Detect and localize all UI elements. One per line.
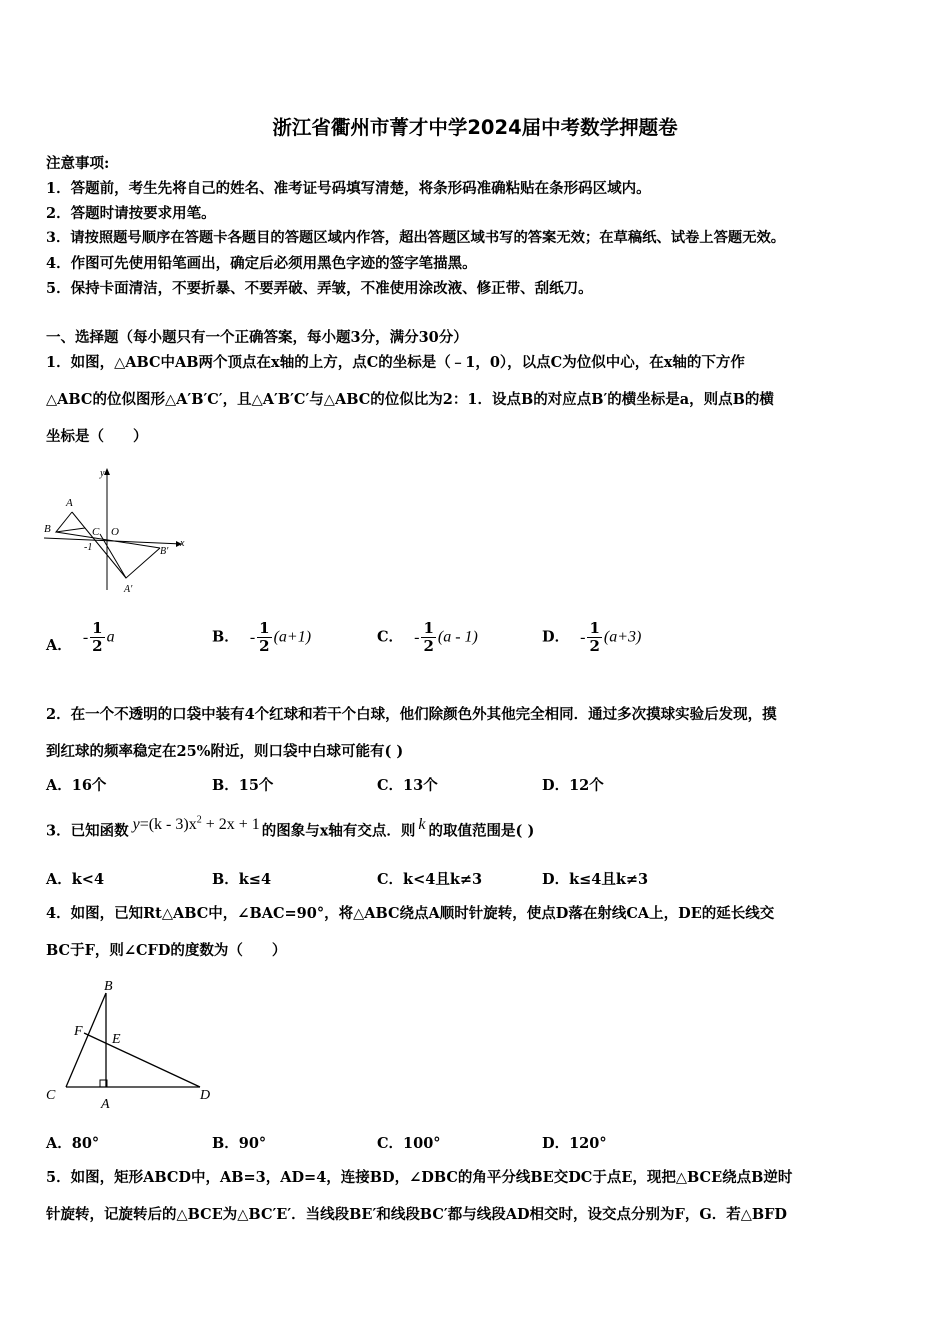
q2-option-a[interactable]: A．16个 [46, 777, 107, 794]
q4-option-c[interactable]: C．100° [377, 1135, 441, 1152]
fraction-sign: - [414, 628, 420, 646]
fraction: $\frac{1}{2}$ [259, 619, 270, 655]
fig4-label: C [46, 1088, 56, 1103]
q1-figure [44, 462, 190, 596]
fig1-label: C [92, 526, 100, 538]
fraction-sign: - [580, 628, 586, 646]
fraction-expr: (a - 1) [437, 628, 478, 646]
q1-line: 1．如图，△ABC中AB两个顶点在x轴的上方，点C的坐标是（﹣1，0），以点C为位似中心，在x轴的下方作 [46, 354, 745, 371]
fig4-label: E [112, 1032, 121, 1047]
notice-heading: 注意事项: [46, 155, 110, 172]
section-heading: 一、选择题（每小题只有一个正确答案，每小题3分，满分30分） [46, 329, 468, 346]
q1-option-d[interactable]: D． - $\frac{1}{2}$ (a+3) [542, 619, 642, 655]
notice-item: 5．保持卡面清洁，不要折暴、不要弄破、弄皱，不准使用涂改液、修正带、刮纸刀。 [46, 280, 593, 297]
fig1-label: x [180, 538, 185, 549]
q4-option-a[interactable]: A．80° [46, 1135, 100, 1152]
q2-option-b[interactable]: B．15个 [212, 777, 274, 794]
fig1-label: A′ [124, 584, 133, 595]
fraction: $\frac{1}{2}$ [589, 619, 600, 655]
q1-option-a[interactable]: A． - $\frac{1}{2}$ a [46, 619, 115, 655]
fig1-label: y [100, 468, 105, 479]
q2-option-c[interactable]: C．13个 [377, 777, 438, 794]
fig4-label: A [101, 1097, 110, 1112]
q3-option-d[interactable]: D．k≤4且k≠3 [542, 871, 649, 888]
notice-item: 1．答题前，考生先将自己的姓名、准考证号码填写清楚，将条形码准确粘贴在条形码区域内。 [46, 180, 651, 197]
fig4-label: B [104, 979, 113, 994]
q4-line: 4．如图，已知Rt△ABC中，∠BAC=90°，将△ABC绕点A顺时针旋转，使点D落在射线CA上，DE的延长线交 [46, 905, 775, 922]
q1-line: 坐标是（ ） [46, 428, 148, 445]
q5-line: 5．如图，矩形ABCD中，AB=3，AD=4，连接BD，∠DBC的角平分线BE交DC于点E，现把△BCE绕点B逆时 [46, 1169, 793, 1186]
fraction: $\frac{1}{2}$ [423, 619, 434, 655]
q2-option-d[interactable]: D．12个 [542, 777, 604, 794]
fig1-label: B [44, 523, 51, 535]
q2-line: 2．在一个不透明的口袋中装有4个红球和若干个白球，他们除颜色外其他完全相同．通过多次摸球实验后发现，摸 [46, 706, 777, 723]
q4-option-b[interactable]: B．90° [212, 1135, 267, 1152]
q1-option-c[interactable]: C． - $\frac{1}{2}$ (a - 1) [377, 619, 478, 655]
fraction-sign: - [249, 628, 256, 646]
q3-option-b[interactable]: B．k≤4 [212, 871, 272, 888]
fig1-label: A [66, 497, 73, 509]
fraction-expr: (a+1) [273, 628, 312, 646]
q1-option-b[interactable]: B． - $\frac{1}{2}$ (a+1) [212, 619, 312, 655]
q3-option-a[interactable]: A．k<4 [46, 871, 105, 888]
fig1-label: O [111, 526, 119, 538]
q2-line: 到红球的频率稳定在25%附近，则口袋中白球可能有( ) [46, 743, 404, 760]
fig1-label: B′ [160, 546, 169, 557]
q3-option-c[interactable]: C．k<4且k≠3 [377, 871, 483, 888]
q3-formula: $y=(k - 3)x^2 + 2x + 1$ [132, 815, 260, 834]
q4-option-d[interactable]: D．120° [542, 1135, 607, 1152]
notice-item: 2．答题时请按要求用笔。 [46, 205, 216, 222]
fig4-label: F [74, 1024, 83, 1039]
fraction-sign: - [82, 628, 89, 646]
q3-stem: 3．已知函数 $y=(k - 3)x^2 + 2x + 1$ 的图象与x轴有交点．则 k 的取值范围是( ) [46, 815, 535, 840]
q4-line: BC于F，则∠CFD的度数为（ ） [46, 942, 287, 959]
notice-item: 3．请按照题号顺序在答题卡各题目的答题区域内作答，超出答题区域书写的答案无效；在草稿纸、试卷上答题无效。 [46, 230, 786, 246]
fraction-expr: (a+3) [603, 628, 642, 646]
q1-line: △ABC的位似图形△A′B′C′，且△A′B′C′与△ABC的位似比为2：1．设点B的对应点B′的横坐标是a，则点B的横 [46, 391, 774, 408]
fig1-label: -1 [84, 542, 93, 553]
notice-item: 4．作图可先使用铅笔画出，确定后必须用黑色字迹的签字笔描黑。 [46, 255, 477, 272]
fraction-expr: a [106, 628, 115, 646]
page-title: 浙江省衢州市菁才中学2024届中考数学押题卷 [272, 116, 678, 139]
q5-line: 针旋转，记旋转后的△BCE为△BC′E′．当线段BE′和线段BC′都与线段AD相交时，设交点分别为F，G．若△BFD [46, 1206, 787, 1223]
fraction: $\frac{1}{2}$ [92, 619, 103, 655]
q4-figure [44, 975, 214, 1113]
fig4-label: D [200, 1088, 211, 1103]
